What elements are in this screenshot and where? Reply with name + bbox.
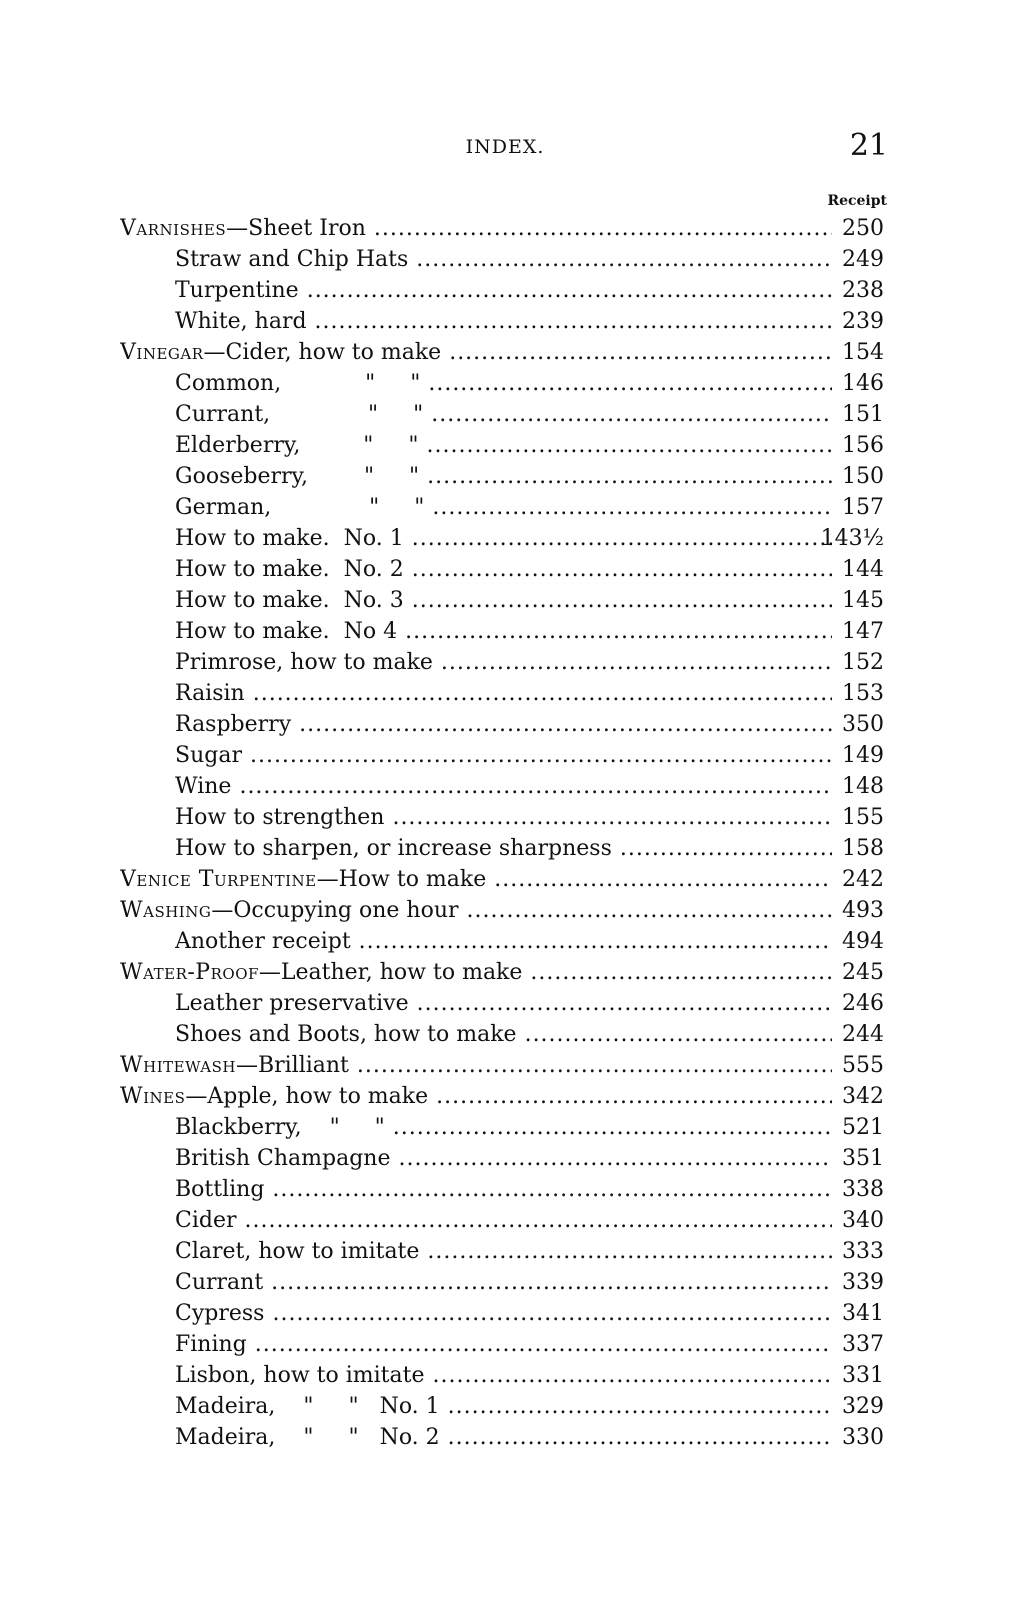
entry-text bbox=[175, 647, 832, 678]
entry-label: Cider bbox=[175, 1208, 237, 1233]
entry-label: —Apple, how to make bbox=[185, 1084, 429, 1109]
entry-receipt-number: 238 bbox=[842, 278, 884, 303]
entry-text bbox=[120, 337, 832, 368]
entry-text bbox=[120, 1081, 832, 1112]
index-entry bbox=[120, 1422, 890, 1453]
entry-label: Primrose, how to make bbox=[175, 650, 433, 675]
entry-label: Leather preservative bbox=[175, 991, 409, 1016]
entry-label: Fining bbox=[175, 1332, 247, 1357]
entry-text bbox=[175, 740, 832, 771]
index-entry bbox=[120, 1050, 890, 1081]
index-entry bbox=[120, 1112, 890, 1143]
index-entry bbox=[120, 1329, 890, 1360]
entry-heading: Venice Turpentine bbox=[120, 867, 317, 892]
index-entry bbox=[120, 213, 890, 244]
entry-receipt-number: 147 bbox=[842, 619, 884, 644]
index-entry bbox=[120, 988, 890, 1019]
index-entry bbox=[120, 616, 890, 647]
entry-text bbox=[175, 244, 832, 275]
entry-receipt-number: 152 bbox=[842, 650, 884, 675]
receipt-column-heading: Receipt bbox=[827, 193, 887, 209]
entry-receipt-number: 158 bbox=[842, 836, 884, 861]
entry-label: Raisin bbox=[175, 681, 245, 706]
entry-receipt-number: 154 bbox=[842, 340, 884, 365]
entry-label: White, hard bbox=[175, 309, 307, 334]
index-entry bbox=[120, 678, 890, 709]
entry-receipt-number: 249 bbox=[842, 247, 884, 272]
entry-text bbox=[175, 616, 832, 647]
index-entry bbox=[120, 1143, 890, 1174]
entry-label: —How to make bbox=[316, 867, 487, 892]
entry-text bbox=[175, 430, 832, 461]
entry-label: How to make. No. 1 bbox=[175, 526, 404, 551]
entry-receipt-number: 150 bbox=[842, 464, 884, 489]
entry-text bbox=[175, 1143, 832, 1174]
entry-label: Currant bbox=[175, 1270, 264, 1295]
entry-receipt-number: 239 bbox=[842, 309, 884, 334]
entry-label: —Sheet Iron bbox=[226, 216, 366, 241]
entry-label: Lisbon, how to imitate bbox=[175, 1363, 425, 1388]
entry-text bbox=[175, 678, 832, 709]
entry-label: Madeira, " " No. 2 bbox=[175, 1425, 440, 1450]
index-entry bbox=[120, 1081, 890, 1112]
entry-receipt-number: 155 bbox=[842, 805, 884, 830]
index-entry bbox=[120, 957, 890, 988]
entry-text bbox=[175, 771, 832, 802]
entry-receipt-number: 342 bbox=[842, 1084, 884, 1109]
entry-receipt-number: 246 bbox=[842, 991, 884, 1016]
entry-heading: Wines bbox=[120, 1084, 186, 1109]
entry-text bbox=[175, 585, 832, 616]
entry-text bbox=[175, 523, 832, 554]
index-entry bbox=[120, 802, 890, 833]
entry-text bbox=[120, 864, 832, 895]
entry-receipt-number: 145 bbox=[842, 588, 884, 613]
entry-receipt-number: 555 bbox=[842, 1053, 884, 1078]
entry-label: Straw and Chip Hats bbox=[175, 247, 409, 272]
entry-label: Elderberry, " " bbox=[175, 433, 419, 458]
index-entry bbox=[120, 864, 890, 895]
entry-heading: Washing bbox=[120, 898, 212, 923]
entry-receipt-number: 156 bbox=[842, 433, 884, 458]
entry-label: Shoes and Boots, how to make bbox=[175, 1022, 517, 1047]
entry-receipt-number: 242 bbox=[842, 867, 884, 892]
entry-text bbox=[175, 492, 832, 523]
entry-receipt-number: 521 bbox=[842, 1115, 884, 1140]
index-entry bbox=[120, 1298, 890, 1329]
entry-label: Raspberry bbox=[175, 712, 292, 737]
entry-text bbox=[175, 988, 832, 1019]
entry-text bbox=[175, 1019, 832, 1050]
index-entry bbox=[120, 585, 890, 616]
entry-text bbox=[120, 895, 832, 926]
entry-text bbox=[175, 306, 832, 337]
entry-receipt-number: 144 bbox=[842, 557, 884, 582]
entry-label: Cypress bbox=[175, 1301, 265, 1326]
index-list bbox=[120, 213, 890, 1453]
index-entry bbox=[120, 430, 890, 461]
entry-text bbox=[175, 1112, 832, 1143]
entry-heading: Vinegar bbox=[120, 340, 204, 365]
index-entry bbox=[120, 833, 890, 864]
index-entry bbox=[120, 368, 890, 399]
entry-receipt-number: 340 bbox=[842, 1208, 884, 1233]
index-entry bbox=[120, 647, 890, 678]
entry-receipt-number: 351 bbox=[842, 1146, 884, 1171]
entry-text bbox=[175, 1174, 832, 1205]
entry-label: —Cider, how to make bbox=[203, 340, 442, 365]
entry-text bbox=[175, 399, 832, 430]
entry-label: How to strengthen bbox=[175, 805, 385, 830]
index-entry bbox=[120, 554, 890, 585]
entry-label: Blackberry, " " bbox=[175, 1115, 385, 1140]
entry-receipt-number: 339 bbox=[842, 1270, 884, 1295]
entry-text bbox=[175, 1298, 832, 1329]
page-title: INDEX. bbox=[465, 136, 545, 158]
entry-text bbox=[175, 1205, 832, 1236]
entry-text bbox=[175, 1329, 832, 1360]
index-entry bbox=[120, 523, 890, 554]
index-entry bbox=[120, 895, 890, 926]
index-entry bbox=[120, 1174, 890, 1205]
entry-receipt-number: 341 bbox=[842, 1301, 884, 1326]
entry-receipt-number: 153 bbox=[842, 681, 884, 706]
entry-label: How to make. No 4 bbox=[175, 619, 398, 644]
index-entry bbox=[120, 1205, 890, 1236]
page-header bbox=[120, 128, 890, 168]
entry-label: Sugar bbox=[175, 743, 242, 768]
entry-text bbox=[175, 275, 832, 306]
index-entry bbox=[120, 337, 890, 368]
index-entry bbox=[120, 461, 890, 492]
entry-text bbox=[175, 1391, 832, 1422]
entry-label: Madeira, " " No. 1 bbox=[175, 1394, 440, 1419]
entry-label: Currant, " " bbox=[175, 402, 424, 427]
entry-receipt-number: 146 bbox=[842, 371, 884, 396]
entry-receipt-number: 331 bbox=[842, 1363, 884, 1388]
index-entry bbox=[120, 1267, 890, 1298]
entry-label: Turpentine bbox=[175, 278, 299, 303]
entry-label: German, " " bbox=[175, 495, 425, 520]
entry-text bbox=[175, 1422, 832, 1453]
entry-label: How to make. No. 3 bbox=[175, 588, 404, 613]
entry-label: How to sharpen, or increase sharpness bbox=[175, 836, 612, 861]
entry-text bbox=[175, 461, 832, 492]
entry-label: Bottling bbox=[175, 1177, 265, 1202]
entry-receipt-number: 148 bbox=[842, 774, 884, 799]
entry-label: —Leather, how to make bbox=[258, 960, 523, 985]
index-entry bbox=[120, 740, 890, 771]
index-entry bbox=[120, 244, 890, 275]
entry-receipt-number: 337 bbox=[842, 1332, 884, 1357]
entry-text bbox=[175, 926, 832, 957]
index-entry bbox=[120, 1019, 890, 1050]
entry-receipt-number: 143½ bbox=[820, 526, 884, 551]
entry-text bbox=[175, 1360, 832, 1391]
index-entry bbox=[120, 306, 890, 337]
entry-text bbox=[175, 709, 832, 740]
entry-text bbox=[175, 554, 832, 585]
entry-receipt-number: 350 bbox=[842, 712, 884, 737]
entry-label: Another receipt bbox=[175, 929, 351, 954]
entry-heading: Whitewash bbox=[120, 1053, 236, 1078]
index-entry bbox=[120, 709, 890, 740]
entry-receipt-number: 493 bbox=[842, 898, 884, 923]
entry-label: How to make. No. 2 bbox=[175, 557, 404, 582]
index-entry bbox=[120, 275, 890, 306]
entry-text bbox=[175, 368, 832, 399]
entry-label: Gooseberry, " " bbox=[175, 464, 420, 489]
entry-receipt-number: 244 bbox=[842, 1022, 884, 1047]
entry-label: —Occupying one hour bbox=[211, 898, 459, 923]
entry-text bbox=[120, 1050, 832, 1081]
entry-heading: Varnishes bbox=[120, 216, 227, 241]
entry-receipt-number: 330 bbox=[842, 1425, 884, 1450]
index-entry bbox=[120, 399, 890, 430]
entry-receipt-number: 245 bbox=[842, 960, 884, 985]
entry-text bbox=[175, 833, 832, 864]
entry-text bbox=[175, 802, 832, 833]
entry-text bbox=[175, 1236, 832, 1267]
index-entry bbox=[120, 1236, 890, 1267]
index-entry bbox=[120, 1391, 890, 1422]
entry-label: Claret, how to imitate bbox=[175, 1239, 420, 1264]
entry-label: Common, " " bbox=[175, 371, 421, 396]
entry-receipt-number: 151 bbox=[842, 402, 884, 427]
index-entry bbox=[120, 1360, 890, 1391]
index-entry bbox=[120, 492, 890, 523]
index-entry bbox=[120, 771, 890, 802]
entry-receipt-number: 329 bbox=[842, 1394, 884, 1419]
entry-label: Wine bbox=[175, 774, 232, 799]
entry-label: British Champagne bbox=[175, 1146, 391, 1171]
entry-heading: Water-Proof bbox=[120, 960, 259, 985]
entry-receipt-number: 250 bbox=[842, 216, 884, 241]
entry-receipt-number: 157 bbox=[842, 495, 884, 520]
index-entry bbox=[120, 926, 890, 957]
entry-receipt-number: 333 bbox=[842, 1239, 884, 1264]
entry-receipt-number: 149 bbox=[842, 743, 884, 768]
entry-text bbox=[175, 1267, 832, 1298]
entry-text bbox=[120, 213, 832, 244]
entry-text bbox=[120, 957, 832, 988]
page-number: 21 bbox=[849, 128, 888, 163]
entry-receipt-number: 338 bbox=[842, 1177, 884, 1202]
entry-label: —Brilliant bbox=[235, 1053, 349, 1078]
entry-receipt-number: 494 bbox=[842, 929, 884, 954]
